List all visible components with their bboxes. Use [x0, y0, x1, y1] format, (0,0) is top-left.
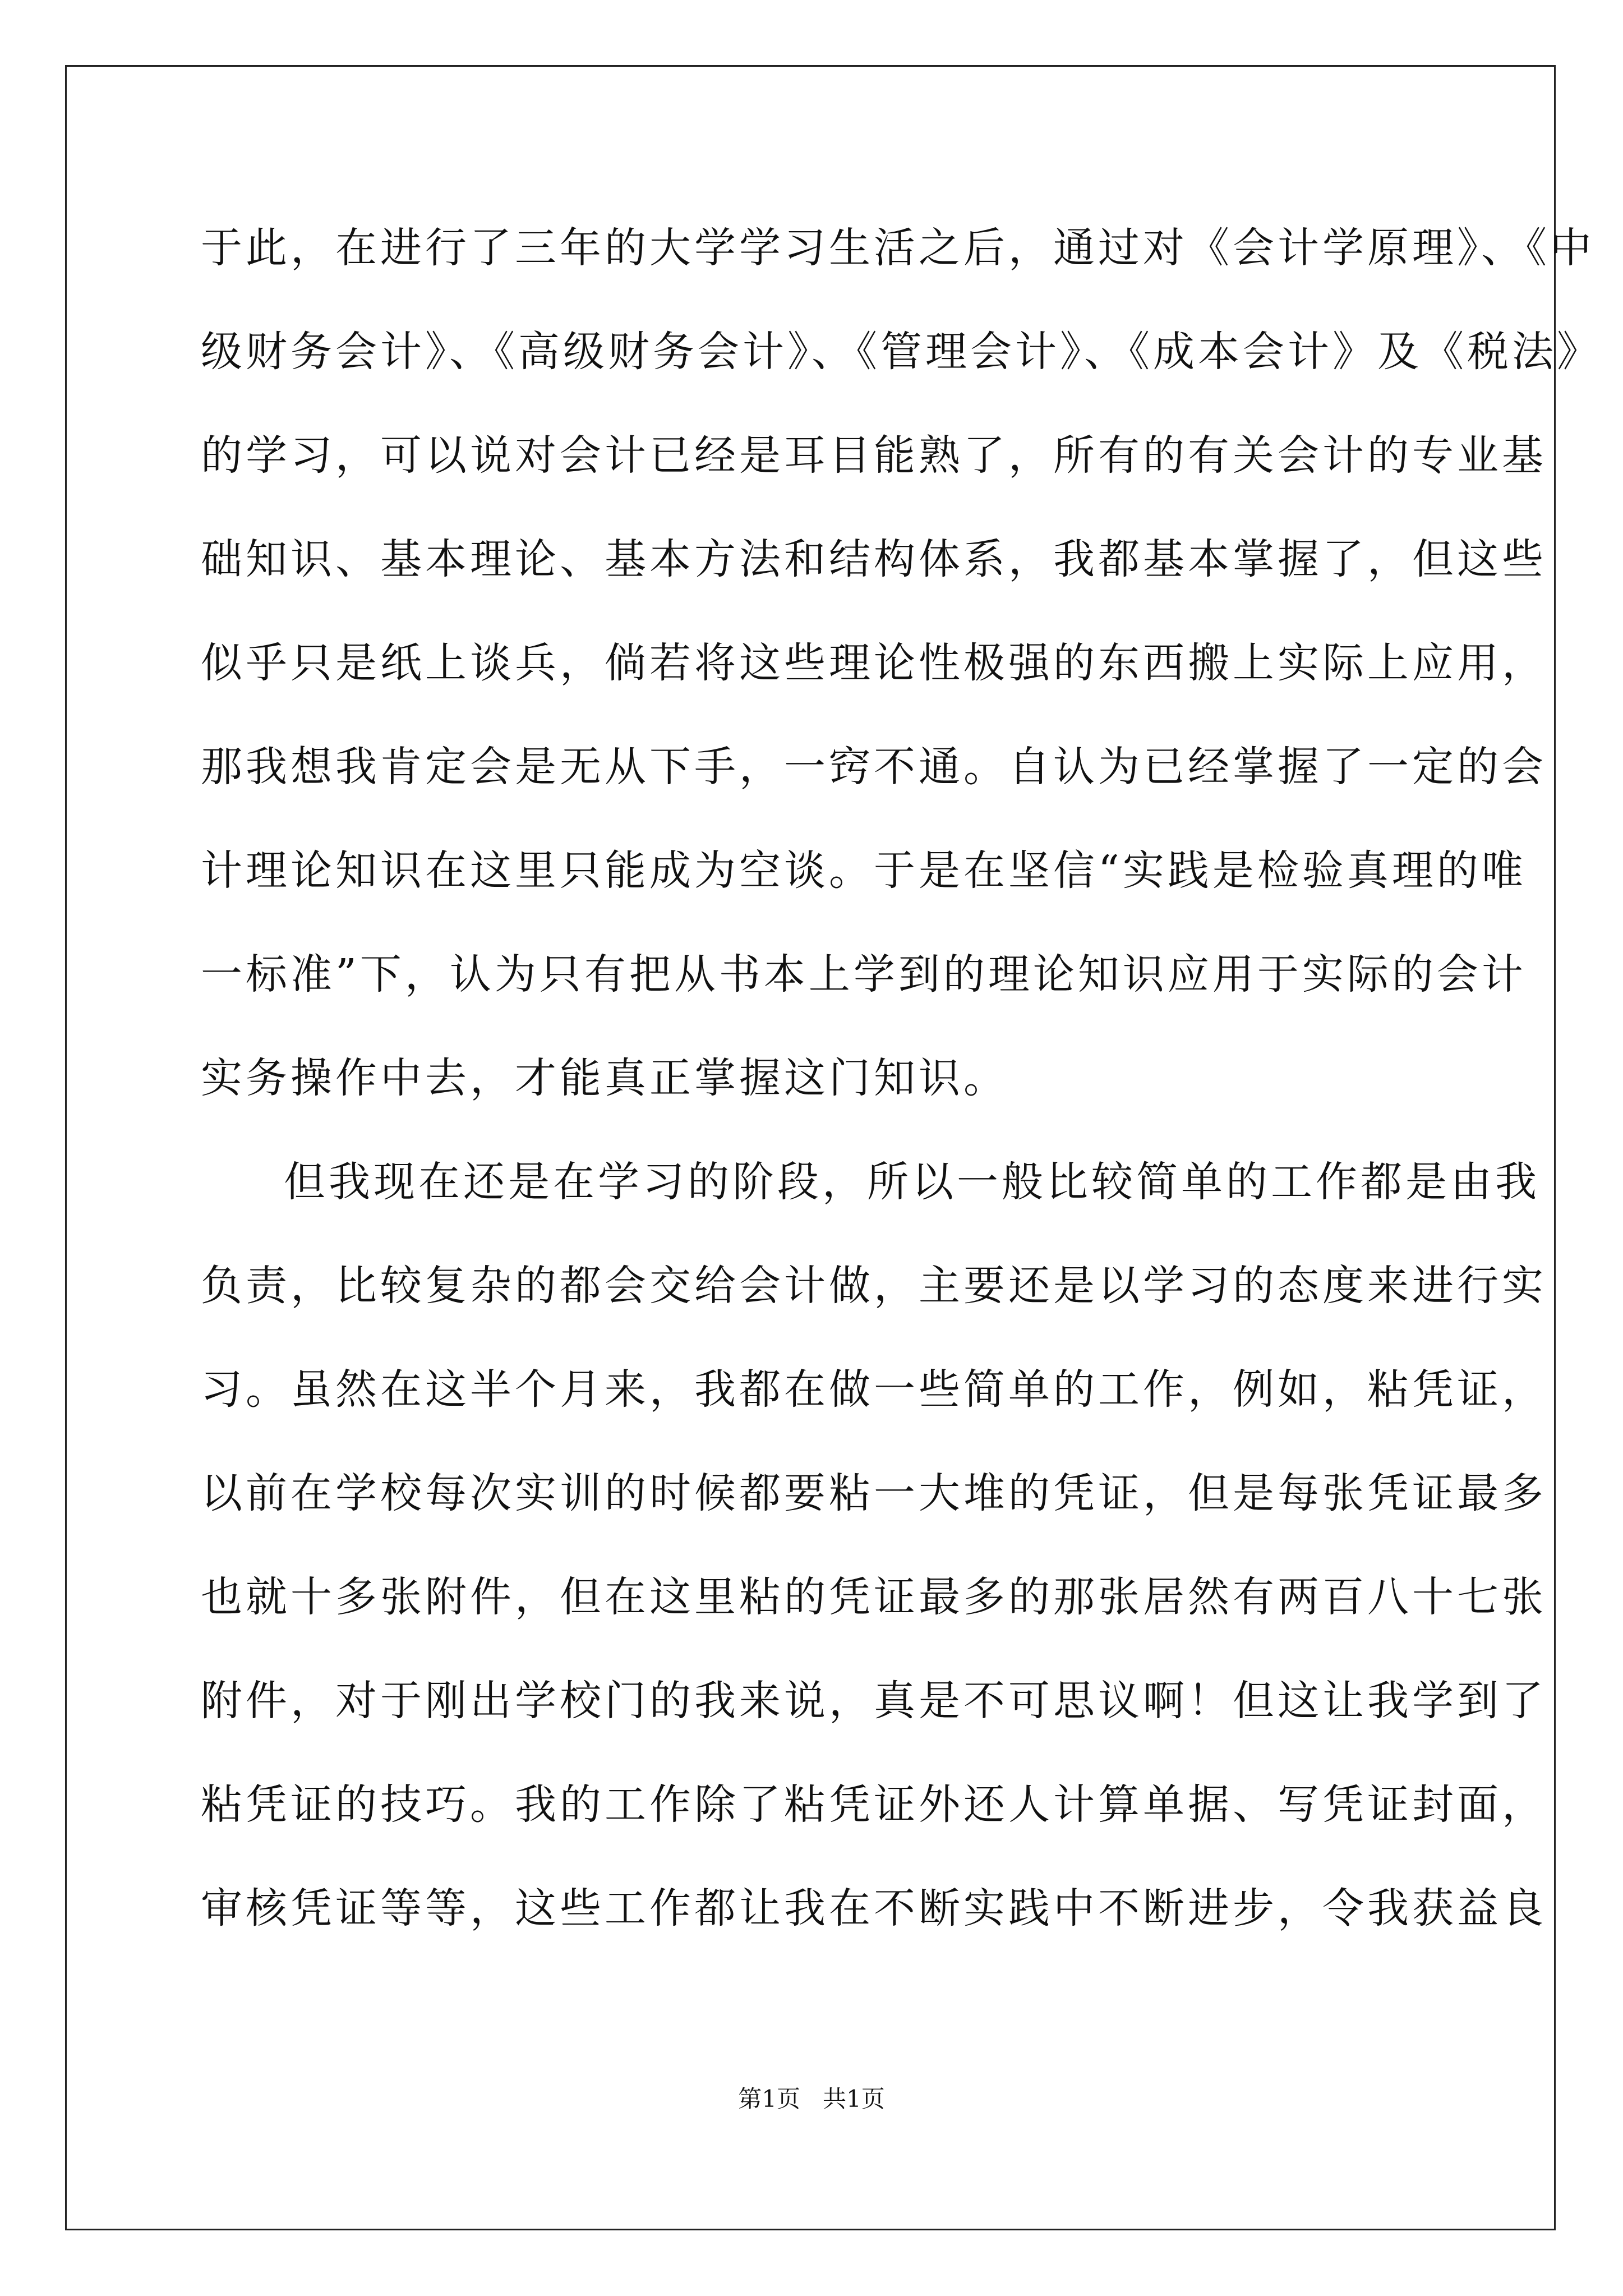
text-line: 似乎只是纸上谈兵，倘若将这些理论性极强的东西搬上实际上应用， [201, 639, 1547, 687]
text-line: 审核凭证等等，这些工作都让我在不断实践中不断进步，令我获益良 [201, 1884, 1547, 1932]
text-line: 于此，在进行了三年的大学学习生活之后，通过对《会计学原理》、《中 [201, 224, 1595, 272]
text-line: 级财务会计》、《高级财务会计》、《管理会计》、《成本会计》及《税法》 [201, 328, 1602, 376]
text-line: 计理论知识在这里只能成为空谈。于是在坚信“实践是检验真理的唯 [201, 846, 1527, 895]
document-body [201, 217, 1602, 1981]
text-line: 础知识、基本理论、基本方法和结构体系，我都基本掌握了，但这些 [201, 535, 1547, 583]
text-line: 那我想我肯定会是无从下手，一窍不通。自认为已经掌握了一定的会 [201, 743, 1547, 791]
text-line: 一标准”下，认为只有把从书本上学到的理论知识应用于实际的会计 [201, 950, 1527, 999]
text-line: 也就十多张附件，但在这里粘的凭证最多的那张居然有两百八十七张 [201, 1573, 1547, 1621]
text-line: 附件，对于刚出学校门的我来说，真是不可思议啊！但这让我学到了 [201, 1677, 1547, 1725]
text-line: 习。虽然在这半个月来，我都在做一些简单的工作，例如，粘凭证， [201, 1365, 1547, 1414]
text-line: 以前在学校每次实训的时候都要粘一大堆的凭证，但是每张凭证最多 [201, 1469, 1547, 1517]
text-line: 负责，比较复杂的都会交给会计做，主要还是以学习的态度来进行实 [201, 1262, 1547, 1310]
text-line: 粘凭证的技巧。我的工作除了粘凭证外还人计算单据、写凭证封面， [201, 1780, 1547, 1829]
text-line: 的学习，可以说对会计已经是耳目能熟了，所有的有关会计的专业基 [201, 431, 1547, 480]
paragraph-start-line: 但我现在还是在学习的阶段，所以一般比较简单的工作都是由我 [284, 1158, 1540, 1206]
page-number-footer: 第1页 共1页 [738, 2085, 885, 2113]
text-line: 实务操作中去，才能真正掌握这门知识。 [201, 1054, 1008, 1102]
